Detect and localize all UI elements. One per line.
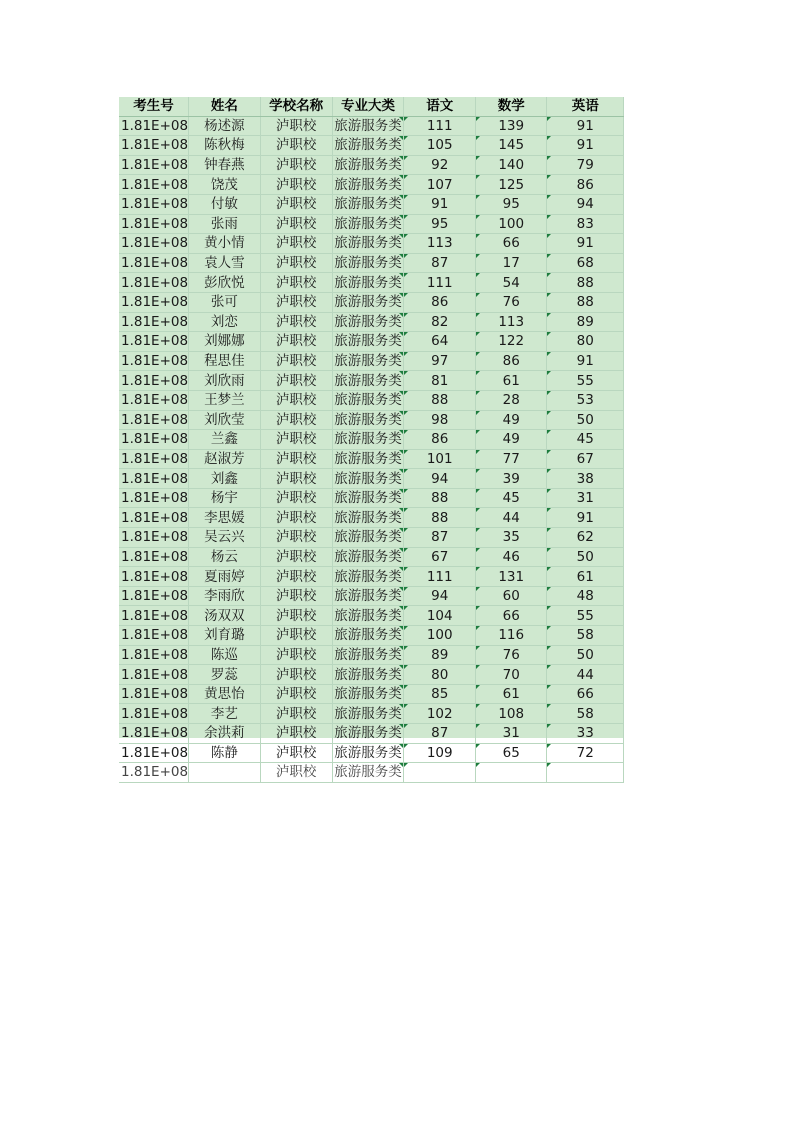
cell-major[interactable]: 旅游服务类 [332,136,404,156]
cell-chinese[interactable]: 86 [404,292,476,312]
cell-name[interactable]: 吴云兴 [189,528,261,548]
cell-math[interactable]: 66 [475,606,547,626]
table-row [119,449,624,469]
cell-math[interactable]: 125 [475,175,547,195]
table-row [119,390,624,410]
table-row [119,743,624,763]
cell-major[interactable]: 旅游服务类 [332,116,404,136]
cell-english[interactable] [547,763,624,783]
cell-exam-id[interactable]: 1.81E+08 [121,235,189,252]
cell-school[interactable]: 泸职校 [260,586,332,606]
cell-exam-id[interactable]: 1.81E+08 [121,313,189,330]
table-row [119,645,624,665]
cell-name[interactable]: 杨述源 [189,116,261,136]
cell-math[interactable]: 17 [475,253,547,273]
cell-major[interactable]: 旅游服务类 [332,332,404,352]
cell-major[interactable]: 旅游服务类 [332,626,404,646]
cell-math[interactable]: 46 [475,547,547,567]
table-row [119,626,624,646]
cell-name[interactable]: 杨宇 [189,488,261,508]
cell-math[interactable]: 145 [475,136,547,156]
cell-chinese[interactable]: 86 [404,430,476,450]
cell-exam-id[interactable]: 1.81E+08 [121,117,189,134]
cell-english[interactable]: 44 [547,665,624,685]
cell-math[interactable]: 49 [475,430,547,450]
cell-exam-id[interactable]: 1.81E+08 [121,529,189,546]
cell-chinese[interactable]: 87 [404,724,476,744]
cell-school[interactable]: 泸职校 [260,567,332,587]
cell-chinese[interactable]: 97 [404,351,476,371]
cell-major[interactable]: 旅游服务类 [332,371,404,391]
cell-school[interactable]: 泸职校 [260,626,332,646]
cell-name[interactable]: 饶茂 [189,175,261,195]
cell-math[interactable]: 44 [475,508,547,528]
cell-math[interactable]: 39 [475,469,547,489]
cell-chinese[interactable]: 89 [404,645,476,665]
cell-english[interactable]: 55 [547,606,624,626]
cell-chinese[interactable]: 81 [404,371,476,391]
cell-chinese[interactable]: 91 [404,194,476,214]
cell-school[interactable]: 泸职校 [260,684,332,704]
cell-name[interactable]: 刘欣雨 [189,371,261,391]
table-row [119,234,624,254]
cell-major[interactable]: 旅游服务类 [332,684,404,704]
cell-english[interactable]: 50 [547,645,624,665]
cell-english[interactable]: 53 [547,390,624,410]
cell-major[interactable]: 旅游服务类 [332,351,404,371]
cell-school[interactable]: 泸职校 [260,645,332,665]
cell-name[interactable]: 黄思怡 [189,684,261,704]
cell-chinese[interactable]: 111 [404,567,476,587]
cell-major[interactable]: 旅游服务类 [332,214,404,234]
column-header-exam-id[interactable]: 考生号 [119,97,189,116]
cell-chinese[interactable]: 111 [404,116,476,136]
cell-exam-id[interactable]: 1.81E+08 [121,176,189,193]
cell-english[interactable]: 72 [547,743,624,763]
cell-chinese[interactable]: 113 [404,234,476,254]
cell-major[interactable]: 旅游服务类 [332,488,404,508]
cell-exam-id[interactable]: 1.81E+08 [121,705,189,722]
table-row [119,508,624,528]
cell-school[interactable]: 泸职校 [260,743,332,763]
cell-name[interactable]: 杨云 [189,547,261,567]
cell-exam-id[interactable]: 1.81E+08 [121,137,189,154]
table-row [119,175,624,195]
cell-chinese[interactable]: 87 [404,253,476,273]
cell-school[interactable]: 泸职校 [260,547,332,567]
cell-chinese[interactable]: 92 [404,155,476,175]
cell-english[interactable]: 79 [547,155,624,175]
cell-english[interactable]: 48 [547,586,624,606]
cell-math[interactable]: 61 [475,371,547,391]
cell-english[interactable]: 91 [547,116,624,136]
cell-chinese[interactable]: 88 [404,390,476,410]
cell-major[interactable]: 旅游服务类 [332,547,404,567]
cell-major[interactable]: 旅游服务类 [332,645,404,665]
cell-school[interactable]: 泸职校 [260,136,332,156]
cell-name[interactable]: 付敏 [189,194,261,214]
cell-major[interactable]: 旅游服务类 [332,449,404,469]
cell-english[interactable]: 91 [547,508,624,528]
cell-major[interactable]: 旅游服务类 [332,704,404,724]
cell-math[interactable]: 100 [475,214,547,234]
cell-chinese[interactable]: 102 [404,704,476,724]
cell-chinese[interactable]: 88 [404,508,476,528]
cell-chinese[interactable]: 104 [404,606,476,626]
cell-english[interactable]: 91 [547,136,624,156]
cell-name[interactable]: 刘育璐 [189,626,261,646]
table-row [119,273,624,293]
table-row [119,332,624,352]
cell-school[interactable]: 泸职校 [260,312,332,332]
cell-exam-id[interactable]: 1.81E+08 [121,333,189,350]
cell-math[interactable]: 60 [475,586,547,606]
cell-english[interactable]: 88 [547,273,624,293]
cell-exam-id[interactable]: 1.81E+08 [121,744,189,761]
cell-chinese[interactable]: 95 [404,214,476,234]
cell-major[interactable]: 旅游服务类 [332,253,404,273]
table-row [119,528,624,548]
cell-english[interactable]: 94 [547,194,624,214]
cell-exam-id[interactable]: 1.81E+08 [121,196,189,213]
cell-exam-id[interactable]: 1.81E+08 [121,411,189,428]
table-row [119,763,624,783]
cell-math[interactable]: 140 [475,155,547,175]
cell-name[interactable]: 袁人雪 [189,253,261,273]
cell-name[interactable]: 李思媛 [189,508,261,528]
cell-chinese[interactable]: 87 [404,528,476,548]
cell-name[interactable]: 陈巡 [189,645,261,665]
cell-chinese[interactable]: 88 [404,488,476,508]
cell-major[interactable]: 旅游服务类 [332,390,404,410]
table-row [119,547,624,567]
cell-name[interactable]: 余洪莉 [189,724,261,744]
cell-math[interactable]: 113 [475,312,547,332]
cell-major[interactable]: 旅游服务类 [332,665,404,685]
cell-english[interactable]: 88 [547,292,624,312]
cell-name[interactable]: 陈静 [189,743,261,763]
cell-chinese[interactable] [404,763,476,783]
cell-name[interactable]: 夏雨婷 [189,567,261,587]
cell-major[interactable]: 旅游服务类 [332,567,404,587]
cell-name[interactable]: 王梦兰 [189,390,261,410]
cell-math[interactable]: 95 [475,194,547,214]
cell-major[interactable]: 旅游服务类 [332,606,404,626]
table-row [119,488,624,508]
cell-english[interactable]: 45 [547,430,624,450]
cell-english[interactable]: 61 [547,567,624,587]
cell-major[interactable]: 旅游服务类 [332,410,404,430]
cell-math[interactable]: 61 [475,684,547,704]
table-row [119,665,624,685]
table-row [119,410,624,430]
cell-exam-id[interactable]: 1.81E+08 [121,666,189,683]
cell-exam-id[interactable]: 1.81E+08 [121,588,189,605]
cell-name[interactable]: 程思佳 [189,351,261,371]
table-row [119,586,624,606]
cell-exam-id[interactable]: 1.81E+08 [121,294,189,311]
cell-school[interactable]: 泸职校 [260,194,332,214]
cell-name[interactable]: 赵淑芳 [189,449,261,469]
cell-exam-id[interactable]: 1.81E+08 [121,627,189,644]
cell-math[interactable]: 77 [475,449,547,469]
cell-english[interactable]: 91 [547,351,624,371]
cell-chinese[interactable]: 105 [404,136,476,156]
cell-school[interactable]: 泸职校 [260,508,332,528]
cell-school[interactable]: 泸职校 [260,351,332,371]
column-header-chinese[interactable]: 语文 [404,97,476,116]
cell-name[interactable]: 黄小情 [189,234,261,254]
table-row [119,136,624,156]
table-row [119,371,624,391]
table-row [119,430,624,450]
cell-english[interactable]: 62 [547,528,624,548]
table-row [119,724,624,744]
cell-name[interactable]: 刘鑫 [189,469,261,489]
cell-school[interactable]: 泸职校 [260,292,332,312]
cell-exam-id[interactable]: 1.81E+08 [121,490,189,507]
cell-math[interactable]: 66 [475,234,547,254]
column-header-math[interactable]: 数学 [475,97,547,116]
column-header-name[interactable]: 姓名 [189,97,261,116]
table-row [119,155,624,175]
table-row [119,312,624,332]
cell-exam-id[interactable]: 1.81E+08 [121,568,189,585]
cell-exam-id[interactable]: 1.81E+08 [121,392,189,409]
table-row [119,292,624,312]
cell-exam-id[interactable]: 1.81E+08 [121,470,189,487]
cell-major[interactable]: 旅游服务类 [332,292,404,312]
cell-math[interactable]: 28 [475,390,547,410]
cell-exam-id[interactable]: 1.81E+08 [121,274,189,291]
cell-name[interactable]: 刘娜娜 [189,332,261,352]
cell-school[interactable]: 泸职校 [260,430,332,450]
cell-english[interactable]: 58 [547,626,624,646]
cell-english[interactable]: 33 [547,724,624,744]
cell-name[interactable]: 张可 [189,292,261,312]
table-row [119,116,624,136]
cell-chinese[interactable]: 109 [404,743,476,763]
cell-exam-id[interactable]: 1.81E+08 [121,450,189,467]
cell-chinese[interactable]: 85 [404,684,476,704]
cell-math[interactable]: 54 [475,273,547,293]
cell-major[interactable]: 旅游服务类 [332,273,404,293]
cell-exam-id[interactable]: 1.81E+08 [121,725,189,742]
cell-school[interactable]: 泸职校 [260,704,332,724]
cell-english[interactable]: 67 [547,449,624,469]
cell-chinese[interactable]: 98 [404,410,476,430]
cell-name[interactable]: 兰鑫 [189,430,261,450]
cell-major[interactable]: 旅游服务类 [332,528,404,548]
cell-chinese[interactable]: 64 [404,332,476,352]
score-table [119,97,624,783]
cell-math[interactable]: 86 [475,351,547,371]
spreadsheet-sheet [119,97,624,781]
cell-math[interactable]: 45 [475,488,547,508]
cell-major[interactable]: 旅游服务类 [332,508,404,528]
cell-math[interactable]: 108 [475,704,547,724]
cell-school[interactable]: 泸职校 [260,449,332,469]
cell-math[interactable]: 122 [475,332,547,352]
cell-math[interactable]: 76 [475,292,547,312]
cell-school[interactable]: 泸职校 [260,410,332,430]
column-header-english[interactable]: 英语 [547,97,624,116]
cell-name[interactable]: 罗蕊 [189,665,261,685]
cell-school[interactable]: 泸职校 [260,116,332,136]
table-row [119,214,624,234]
cell-math[interactable]: 116 [475,626,547,646]
cell-exam-id[interactable]: 1.81E+08 [121,686,189,703]
cell-english[interactable]: 38 [547,469,624,489]
cell-major[interactable]: 旅游服务类 [332,234,404,254]
table-row [119,684,624,704]
cell-name[interactable]: 张雨 [189,214,261,234]
cell-chinese[interactable]: 67 [404,547,476,567]
cell-major[interactable]: 旅游服务类 [332,430,404,450]
cell-exam-id[interactable]: 1.81E+08 [121,215,189,232]
cell-math[interactable]: 35 [475,528,547,548]
table-row [119,704,624,724]
cell-chinese[interactable]: 101 [404,449,476,469]
cell-math[interactable]: 65 [475,743,547,763]
cell-math[interactable]: 49 [475,410,547,430]
cell-math[interactable]: 70 [475,665,547,685]
cell-exam-id[interactable]: 1.81E+08 [121,372,189,389]
cell-school[interactable]: 泸职校 [260,763,332,783]
cell-school[interactable]: 泸职校 [260,469,332,489]
cell-school[interactable]: 泸职校 [260,606,332,626]
table-row [119,351,624,371]
cell-school[interactable]: 泸职校 [260,665,332,685]
cell-english[interactable]: 50 [547,410,624,430]
cell-school[interactable]: 泸职校 [260,253,332,273]
cell-major[interactable]: 旅游服务类 [332,724,404,744]
cell-english[interactable]: 55 [547,371,624,391]
cell-exam-id[interactable]: 1.81E+08 [121,353,189,370]
cell-math[interactable] [475,763,547,783]
cell-school[interactable]: 泸职校 [260,214,332,234]
cell-chinese[interactable]: 111 [404,273,476,293]
cell-exam-id[interactable]: 1.81E+08 [121,607,189,624]
cell-exam-id[interactable]: 1.81E+08 [121,509,189,526]
cell-chinese[interactable]: 94 [404,469,476,489]
cell-exam-id[interactable]: 1.81E+08 [121,548,189,565]
cell-school[interactable]: 泸职校 [260,234,332,254]
cell-english[interactable]: 50 [547,547,624,567]
cell-school[interactable]: 泸职校 [260,371,332,391]
cell-chinese[interactable]: 82 [404,312,476,332]
cell-major[interactable]: 旅游服务类 [332,155,404,175]
cell-major[interactable]: 旅游服务类 [332,175,404,195]
cell-school[interactable]: 泸职校 [260,273,332,293]
column-header-major[interactable]: 专业大类 [332,97,404,116]
cell-exam-id[interactable]: 1.81E+08 [121,646,189,663]
cell-exam-id[interactable]: 1.81E+08 [121,255,189,272]
cell-school[interactable]: 泸职校 [260,390,332,410]
cell-school[interactable]: 泸职校 [260,724,332,744]
cell-english[interactable]: 31 [547,488,624,508]
cell-major[interactable]: 旅游服务类 [332,312,404,332]
cell-major[interactable]: 旅游服务类 [332,469,404,489]
cell-english[interactable]: 89 [547,312,624,332]
cell-school[interactable]: 泸职校 [260,175,332,195]
cell-exam-id[interactable]: 1.81E+08 [121,157,189,174]
cell-chinese[interactable]: 107 [404,175,476,195]
table-row [119,567,624,587]
cell-english[interactable]: 91 [547,234,624,254]
cell-english[interactable]: 86 [547,175,624,195]
cell-major[interactable]: 旅游服务类 [332,743,404,763]
table-row [119,469,624,489]
table-body [119,116,624,782]
cell-exam-id[interactable]: 1.81E+08 [121,431,189,448]
cell-math[interactable]: 31 [475,724,547,744]
cell-major[interactable]: 旅游服务类 [332,763,404,783]
table-row [119,194,624,214]
cell-school[interactable]: 泸职校 [260,155,332,175]
cell-school[interactable]: 泸职校 [260,332,332,352]
cell-english[interactable]: 66 [547,684,624,704]
cell-chinese[interactable]: 94 [404,586,476,606]
cell-name[interactable]: 汤双双 [189,606,261,626]
cell-english[interactable]: 68 [547,253,624,273]
cell-school[interactable]: 泸职校 [260,488,332,508]
cell-name[interactable]: 刘欣莹 [189,410,261,430]
cell-name[interactable]: 陈秋梅 [189,136,261,156]
cell-name[interactable] [189,763,261,783]
column-header-school[interactable]: 学校名称 [260,97,332,116]
cell-math[interactable]: 76 [475,645,547,665]
cell-english[interactable]: 83 [547,214,624,234]
table-row [119,253,624,273]
table-row [119,606,624,626]
cell-math[interactable]: 131 [475,567,547,587]
cell-math[interactable]: 139 [475,116,547,136]
cell-name[interactable]: 李艺 [189,704,261,724]
cell-english[interactable]: 58 [547,704,624,724]
cell-name[interactable]: 彭欣悦 [189,273,261,293]
cell-chinese[interactable]: 80 [404,665,476,685]
cell-english[interactable]: 80 [547,332,624,352]
cell-name[interactable]: 钟春燕 [189,155,261,175]
cell-major[interactable]: 旅游服务类 [332,194,404,214]
cell-exam-id[interactable]: 1.81E+08 [121,764,189,781]
header-row [119,97,624,116]
cell-name[interactable]: 刘恋 [189,312,261,332]
cell-chinese[interactable]: 100 [404,626,476,646]
cell-school[interactable]: 泸职校 [260,528,332,548]
cell-name[interactable]: 李雨欣 [189,586,261,606]
cell-major[interactable]: 旅游服务类 [332,586,404,606]
